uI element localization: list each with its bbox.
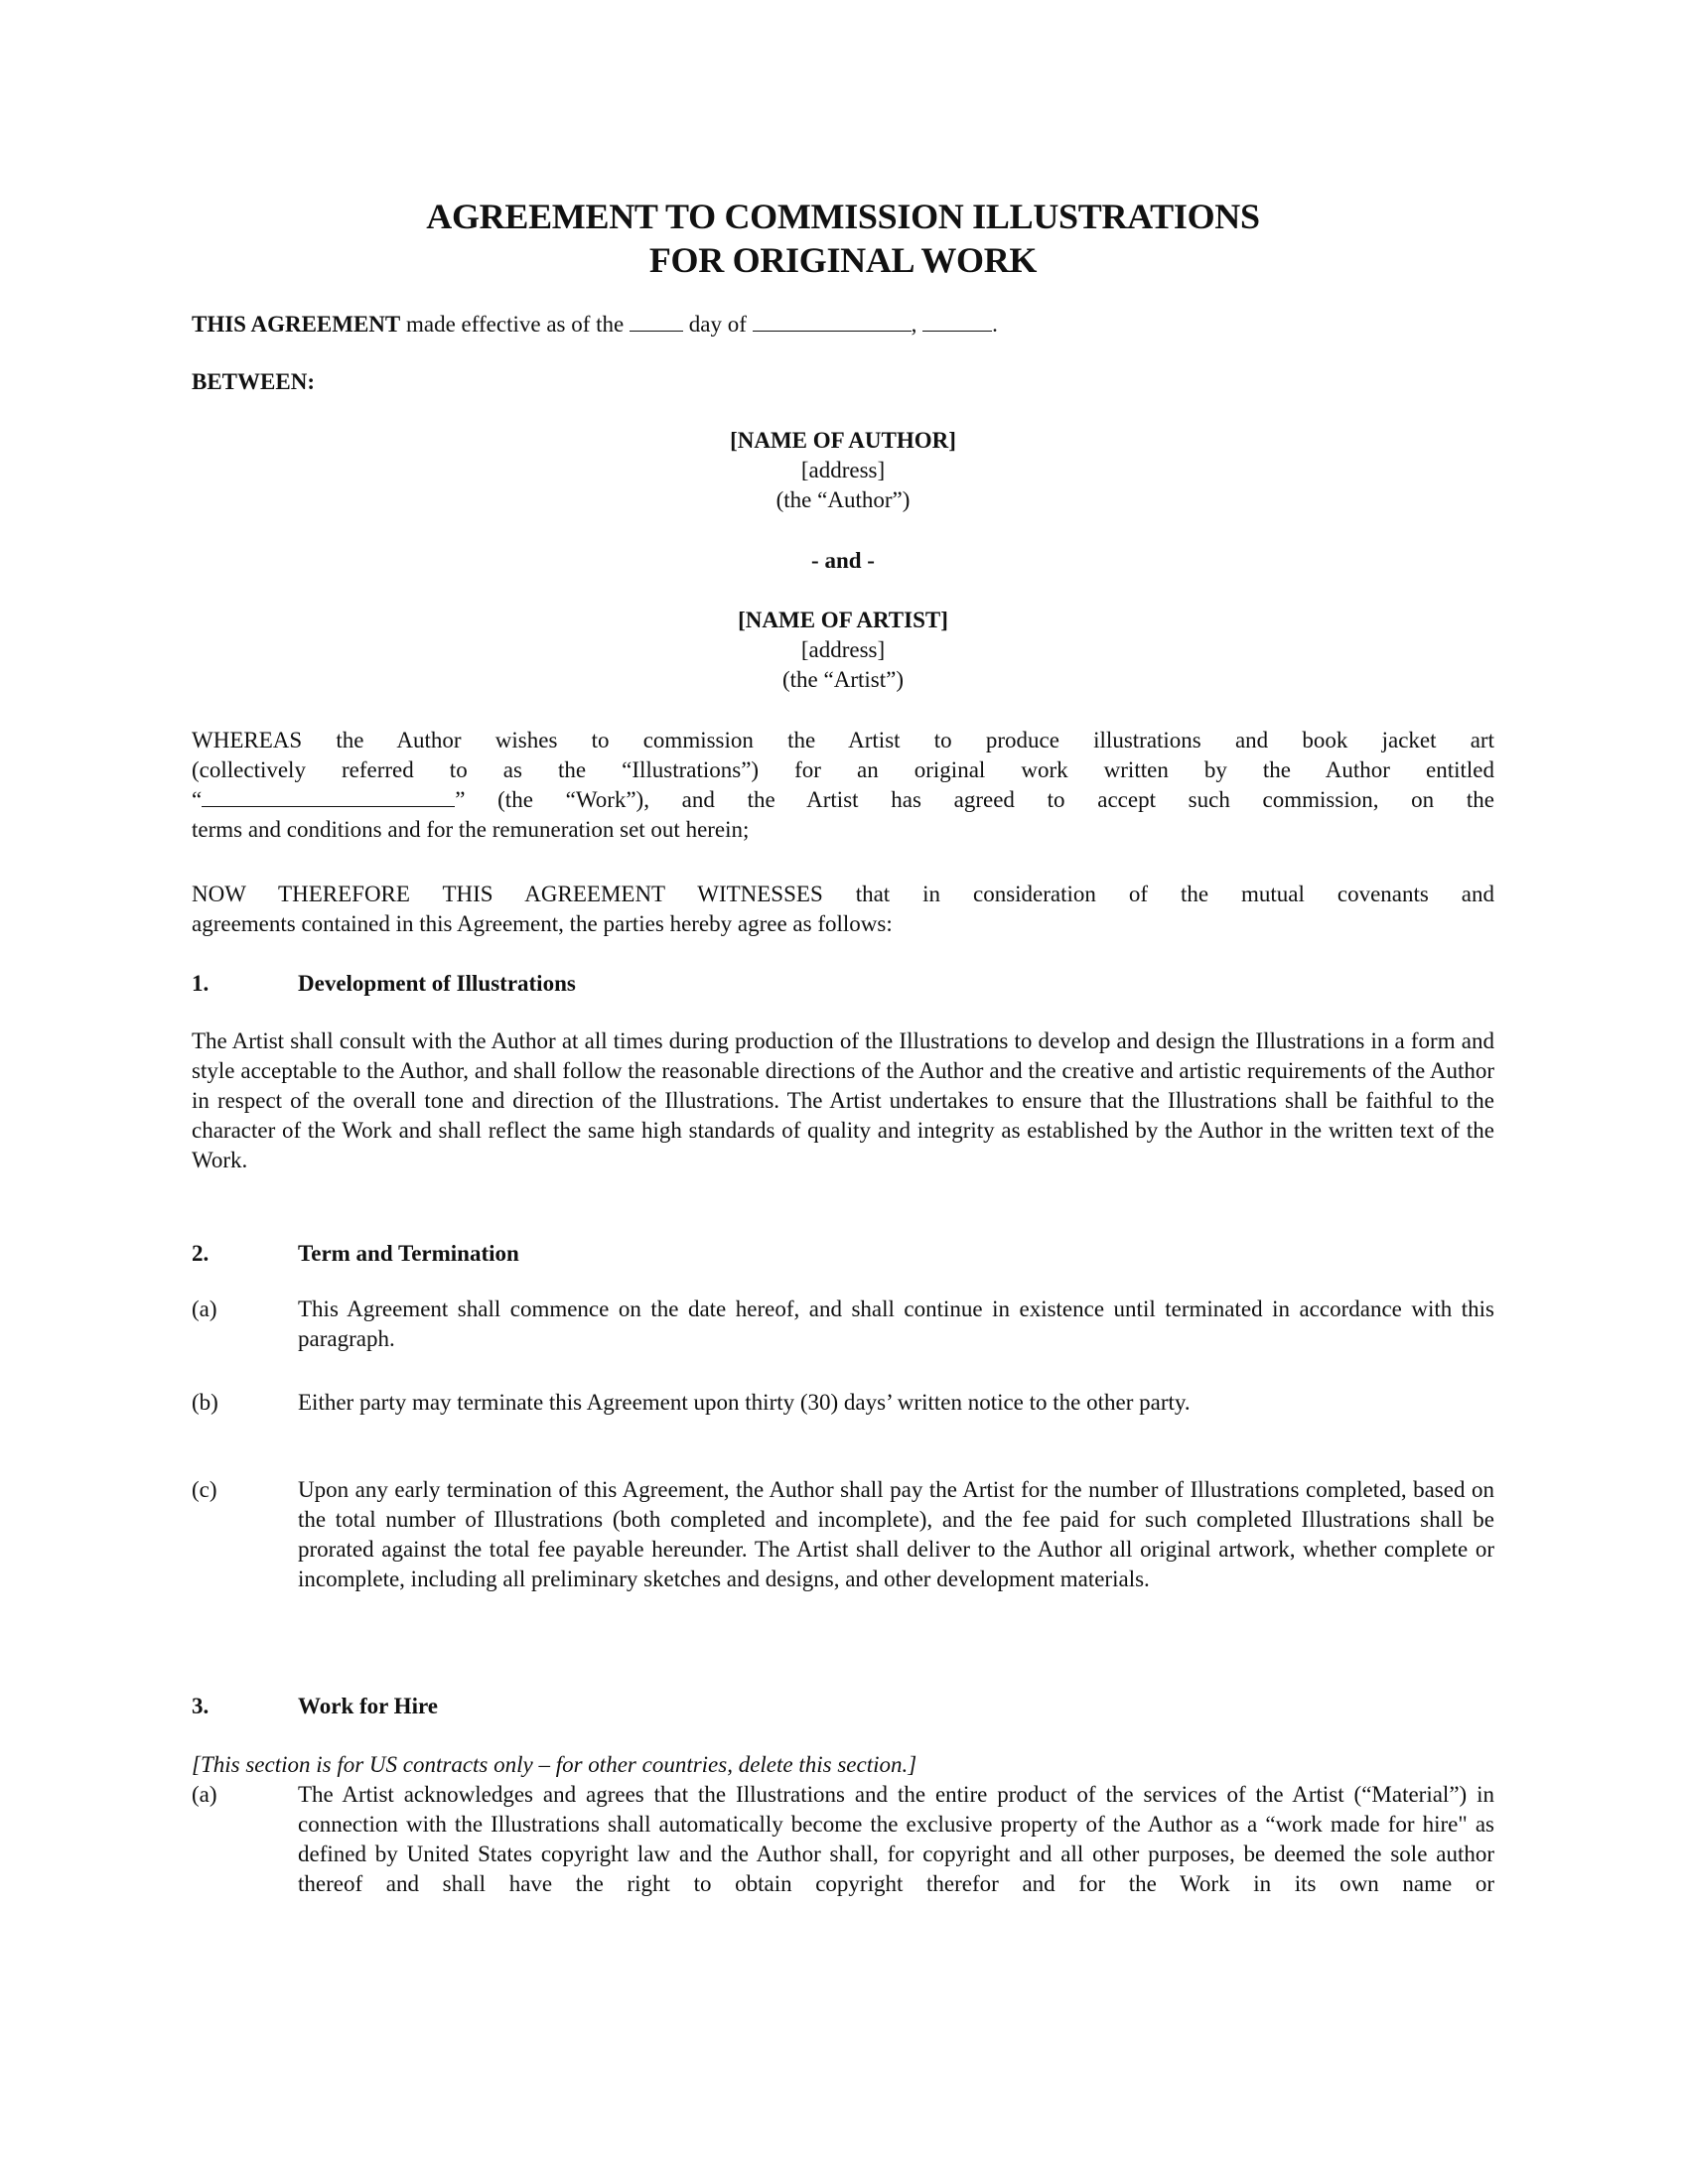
clause-2a-label: (a) bbox=[192, 1297, 217, 1321]
artist-name: [NAME OF ARTIST] bbox=[738, 608, 948, 632]
month-blank[interactable] bbox=[753, 313, 912, 332]
this-agreement-label: THIS AGREEMENT bbox=[192, 312, 401, 337]
clause-3a-label: (a) bbox=[192, 1782, 217, 1807]
clause-2c-label: (c) bbox=[192, 1477, 217, 1502]
work-title-blank[interactable] bbox=[202, 788, 455, 807]
author-definition: (the “Author”) bbox=[775, 487, 911, 512]
clause-2a-text: This Agreement shall commence on the date hereof, and shall continue in existence until terminated in accordance with this paragraph. bbox=[298, 1297, 1494, 1351]
clause-2c-text: Upon any early termination of this Agreement, the Author shall pay the Artist for the number of Illustrations completed, based on the total number of Illustrations (both completed and incomplete), and the fee paid for such completed Illustrations shall be prorated against the total fee payable hereunder. The Artist shall deliver to the Author all original artwork, whether complete or incomplete, including all preliminary sketches and designs, and other development materials. bbox=[298, 1477, 1494, 1591]
title-line-2: FOR ORIGINAL WORK bbox=[648, 240, 1038, 280]
artist-definition: (the “Artist”) bbox=[782, 667, 904, 692]
and-separator: - and - bbox=[811, 548, 875, 573]
clause-2b-label: (b) bbox=[192, 1390, 218, 1415]
document-title bbox=[192, 195, 1494, 282]
title-line-1: AGREEMENT TO COMMISSION ILLUSTRATIONS bbox=[426, 197, 1260, 236]
day-blank[interactable] bbox=[630, 313, 683, 332]
between-label: BETWEEN: bbox=[192, 369, 315, 394]
author-name: [NAME OF AUTHOR] bbox=[730, 428, 956, 453]
clause-3a-text: The Artist acknowledges and agrees that the Illustrations and the entire product of the services of the Artist (“Material”) in connection with the Illustrations shall automatically become the exclusive property of the Author as a “work made for hire" as defined by United States copyright law and the Author shall, for copyright and all other purposes, be deemed the sole author thereof and shall have the right to obtain copyright therefor and for the Work in its own name or bbox=[298, 1782, 1494, 1896]
effective-date-line: THIS AGREEMENT made effective as of the day of , . bbox=[192, 312, 998, 337]
section-3-note: [This section is for US contracts only – for other countries, delete this section.] bbox=[192, 1752, 917, 1777]
clause-2b-text: Either party may terminate this Agreement upon thirty (30) days’ written notice to the other party. bbox=[298, 1390, 1191, 1415]
author-address: [address] bbox=[800, 458, 886, 482]
artist-address: [address] bbox=[800, 637, 886, 662]
section-1-body: The Artist shall consult with the Author at all times during production of the Illustrations to develop and design the Illustrations in a form and style acceptable to the Author, and shall follow the reasonable directions of the Author and the creative and artistic requirements of the Author in respect of the overall tone and direction of the Illustrations. The Artist undertakes to ensure that the Illustrations shall be faithful to the character of the Work and shall reflect the same high standards of quality and integrity as established by the Author in the written text of the Work. bbox=[192, 1028, 1494, 1172]
year-blank[interactable] bbox=[922, 313, 992, 332]
